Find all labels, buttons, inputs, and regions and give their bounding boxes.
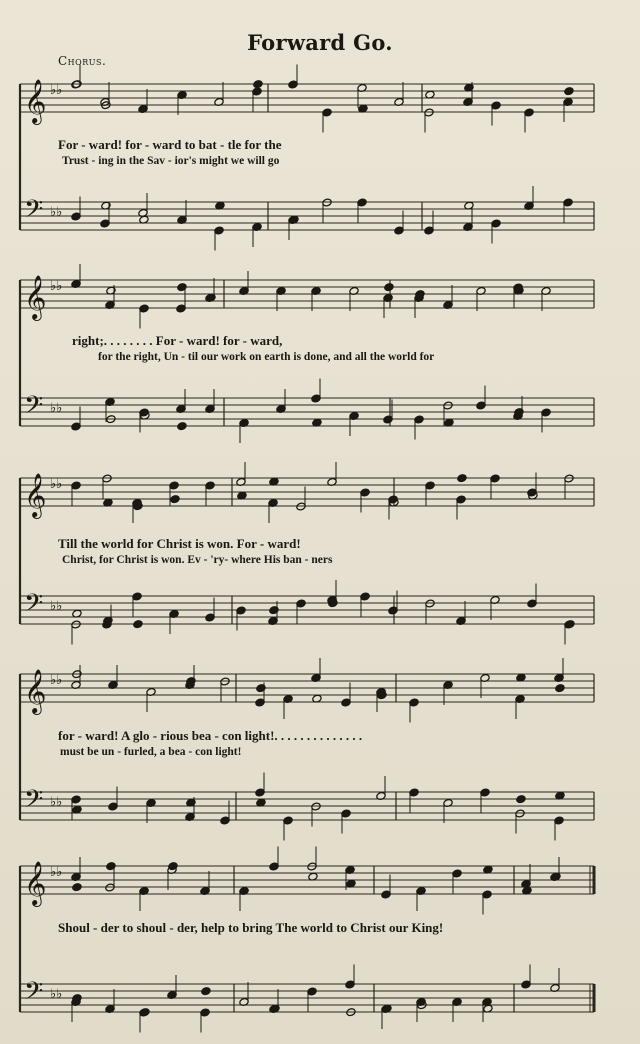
staff-pair [18, 862, 594, 1022]
lyric-line-top: right;. . . . . . . . For - ward! for - ward, [72, 333, 283, 348]
music-system-3 [18, 474, 594, 634]
flat-icon: ♭♭ [50, 205, 63, 220]
bass-clef-icon: 𝄢 [24, 391, 44, 426]
flat-icon: ♭♭ [50, 987, 63, 1002]
chorus-label: Chorus. [58, 54, 107, 68]
lyric-line-bottom: Trust - ing in the Sav - ior's might we will go [62, 155, 280, 167]
treble-clef-icon: 𝄞 [24, 79, 47, 123]
bass-clef-icon: 𝄢 [24, 195, 44, 230]
flat-icon: ♭♭ [50, 83, 63, 98]
treble-clef-icon: 𝄞 [24, 861, 47, 905]
treble-clef-icon: 𝄞 [24, 275, 47, 319]
flat-icon: ♭♭ [50, 795, 63, 810]
music-system-1 [18, 80, 594, 240]
bass-clef-icon: 𝄢 [24, 785, 44, 820]
flat-icon: ♭♭ [50, 401, 63, 416]
treble-clef-icon: 𝄞 [24, 473, 47, 517]
flat-icon: ♭♭ [50, 673, 63, 688]
lyric-line-bottom: for the right, Un - til our work on earth is done, and all the world for [98, 351, 435, 363]
music-system-4 [18, 670, 594, 830]
flat-icon: ♭♭ [50, 279, 63, 294]
bass-clef-icon: 𝄢 [24, 589, 44, 624]
page-title: Forward Go. [247, 30, 393, 55]
treble-clef-icon: 𝄞 [24, 669, 47, 713]
music-system-2 [18, 276, 594, 436]
lyric-line-top: For - ward! for - ward to bat - tle for the [58, 137, 282, 152]
flat-icon: ♭♭ [50, 599, 63, 614]
music-system-5 [18, 862, 594, 1022]
lyric-line-top: Till the world for Christ is won. For - ward! [58, 536, 301, 551]
lyric-line-bottom: Christ, for Christ is won. Ev - 'ry- where His ban - ners [62, 554, 333, 566]
lyric-line-top: Shoul - der to shoul - der, help to bring The world to Christ our King! [58, 920, 444, 935]
flat-icon: ♭♭ [50, 865, 63, 880]
bass-clef-icon: 𝄢 [24, 977, 44, 1012]
lyric-line-bottom: must be un - furled, a bea - con light! [60, 746, 242, 758]
flat-icon: ♭♭ [50, 477, 63, 492]
lyric-line-top: for - ward! A glo - rious bea - con light!. . . . . . . . . . . . . . [58, 728, 363, 743]
